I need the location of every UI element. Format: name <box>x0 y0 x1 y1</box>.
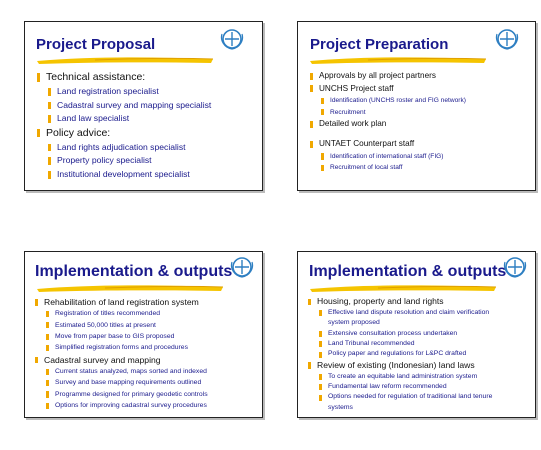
sub-list-item <box>35 331 263 342</box>
list-item <box>310 118 535 131</box>
list-item-text: Current status analyzed, maps sorted and indexed <box>55 368 207 376</box>
list-item-text: Technical assistance: <box>46 71 146 83</box>
bullet-list <box>308 296 536 413</box>
list-item-text: Institutional development specialist <box>57 168 190 179</box>
list-item <box>308 296 536 308</box>
sub-list-item <box>37 112 262 126</box>
list-item-text: Approvals by all project partners <box>319 71 436 80</box>
sub-list-item <box>35 366 263 377</box>
bullet-marker <box>319 352 322 358</box>
bullet-marker <box>46 311 49 317</box>
bullet-marker <box>46 345 49 351</box>
list-item-text: Survey and base mapping requirements outlined <box>55 379 202 387</box>
bullet-marker <box>310 85 313 92</box>
sub-list-item <box>310 107 535 118</box>
sub-list-item <box>310 151 535 162</box>
list-item-text: UNCHS Project staff <box>319 83 394 93</box>
title-underline <box>35 54 215 66</box>
sub-list-item <box>308 329 536 339</box>
list-item-text: Estimated 50,000 titles at present <box>55 321 156 329</box>
list-item-text: UNTAET Counterpart staff <box>319 139 415 149</box>
list-item-text: Land Tribunal recommended <box>328 340 415 348</box>
un-emblem-icon <box>503 256 527 278</box>
list-item-text: Policy paper and regulations for L&PC drafted <box>328 350 467 358</box>
bullet-marker <box>321 165 324 171</box>
bullet-marker <box>310 73 313 80</box>
title-underline <box>35 282 225 294</box>
list-item-text: Detailed work plan <box>319 119 387 128</box>
sub-list-item <box>308 339 536 349</box>
bullet-list <box>37 70 262 182</box>
list-item-text: Fundamental law reform recommended <box>328 383 447 391</box>
sub-list-item <box>35 377 263 388</box>
bullet-marker <box>46 369 49 375</box>
title-underline <box>308 282 498 294</box>
un-emblem-icon <box>220 28 244 50</box>
sub-list-item <box>37 168 262 182</box>
sub-list-item <box>308 392 536 413</box>
slide-title: Implementation & outputs <box>35 263 233 280</box>
bullet-marker <box>48 102 51 110</box>
title-underline <box>308 54 488 66</box>
un-emblem-icon <box>230 256 254 278</box>
list-item-text: Identification of international staff (FIG) <box>330 152 444 160</box>
list-item <box>37 126 262 141</box>
list-item-text: Property policy specialist <box>57 155 152 166</box>
bullet-marker <box>308 299 311 306</box>
list-item-text: Rehabilitation of land registration system <box>44 297 199 307</box>
bullet-marker <box>319 310 322 316</box>
bullet-marker <box>48 171 51 179</box>
bullet-marker <box>321 153 324 159</box>
sub-list-item <box>308 372 536 382</box>
bullet-marker <box>308 362 311 369</box>
bullet-marker <box>310 141 313 148</box>
list-item <box>310 138 535 151</box>
list-item <box>310 70 535 83</box>
sub-list-item <box>310 162 535 173</box>
bullet-marker <box>48 115 51 123</box>
list-item-text: Extensive consultation process undertaken <box>328 329 458 337</box>
un-emblem-icon <box>495 28 519 50</box>
slide-3 <box>24 251 263 418</box>
bullet-marker <box>48 144 51 152</box>
bullet-marker <box>37 73 40 81</box>
bullet-marker <box>48 88 51 96</box>
slide-title: Project Preparation <box>310 36 449 53</box>
bullet-marker <box>48 157 51 165</box>
sub-list-item <box>35 400 263 411</box>
bullet-marker <box>46 322 49 328</box>
bullet-marker <box>319 384 322 390</box>
sub-list-item <box>37 154 262 168</box>
bullet-marker <box>319 374 322 380</box>
bullet-marker <box>319 341 322 347</box>
list-item <box>310 83 535 96</box>
list-item-text: Cadastral survey and mapping specialist <box>57 99 212 110</box>
list-item <box>308 360 536 372</box>
bullet-marker <box>46 380 49 386</box>
slide-title: Implementation & outputs <box>309 263 507 280</box>
list-item-text: Policy advice: <box>46 126 111 139</box>
bullet-marker <box>35 299 38 306</box>
bullet-list <box>35 296 263 412</box>
list-item-text: Registration of titles recommended <box>55 310 161 318</box>
list-item-text: Land rights adjudication specialist <box>57 141 186 152</box>
sub-list-item <box>308 382 536 392</box>
slide-1 <box>24 21 263 191</box>
bullet-marker <box>321 109 324 115</box>
bullet-marker <box>46 403 49 409</box>
slide-4 <box>297 251 536 418</box>
bullet-marker <box>46 334 49 340</box>
list-item <box>35 296 263 308</box>
list-spacer <box>310 131 535 139</box>
list-item-text: Simplified registration forms and procedures <box>55 344 188 352</box>
list-item-text: Housing, property and land rights <box>317 296 444 306</box>
slide-title: Project Proposal <box>36 36 156 53</box>
sub-list-item <box>35 389 263 400</box>
list-item-text: Move from paper base to GIS proposed <box>55 333 175 341</box>
list-item-text: Review of existing (Indonesian) land laws <box>317 359 475 370</box>
sub-list-item <box>308 349 536 359</box>
sub-list-item <box>37 141 262 155</box>
list-item-text: Cadastral survey and mapping <box>44 354 161 365</box>
list-item-text: Land law specialist <box>57 113 130 124</box>
list-item-text: Recruitment <box>330 108 366 116</box>
bullet-marker <box>37 129 40 137</box>
bullet-marker <box>321 98 324 104</box>
bullet-list <box>310 70 535 174</box>
bullet-marker <box>319 331 322 337</box>
sub-list-item <box>308 308 536 329</box>
list-item-text: Programme designed for primary geodetic controls <box>55 390 208 398</box>
slide-2 <box>297 21 536 191</box>
list-item <box>37 70 262 85</box>
sub-list-item <box>35 342 263 353</box>
list-item <box>35 354 263 366</box>
list-item-text: To create an equitable land administration system <box>328 372 478 380</box>
sub-list-item <box>35 320 263 331</box>
list-item-text: Recruitment of local staff <box>330 164 403 172</box>
list-item-text: Effective land dispute resolution and claim verification system proposed <box>328 308 490 327</box>
list-item-text: Options needed for regulation of traditional land tenure systems <box>328 393 493 411</box>
bullet-marker <box>46 391 49 397</box>
bullet-marker <box>310 121 313 128</box>
sub-list-item <box>310 95 535 106</box>
list-item-text: Land registration specialist <box>57 86 159 96</box>
bullet-marker <box>319 395 322 401</box>
list-item-text: Options for improving cadastral survey procedures <box>55 402 207 410</box>
bullet-marker <box>35 357 38 364</box>
sub-list-item <box>35 308 263 319</box>
sub-list-item <box>37 99 262 113</box>
list-item-text: Identification (UNCHS roster and FIG network) <box>330 97 466 105</box>
sub-list-item <box>37 85 262 99</box>
